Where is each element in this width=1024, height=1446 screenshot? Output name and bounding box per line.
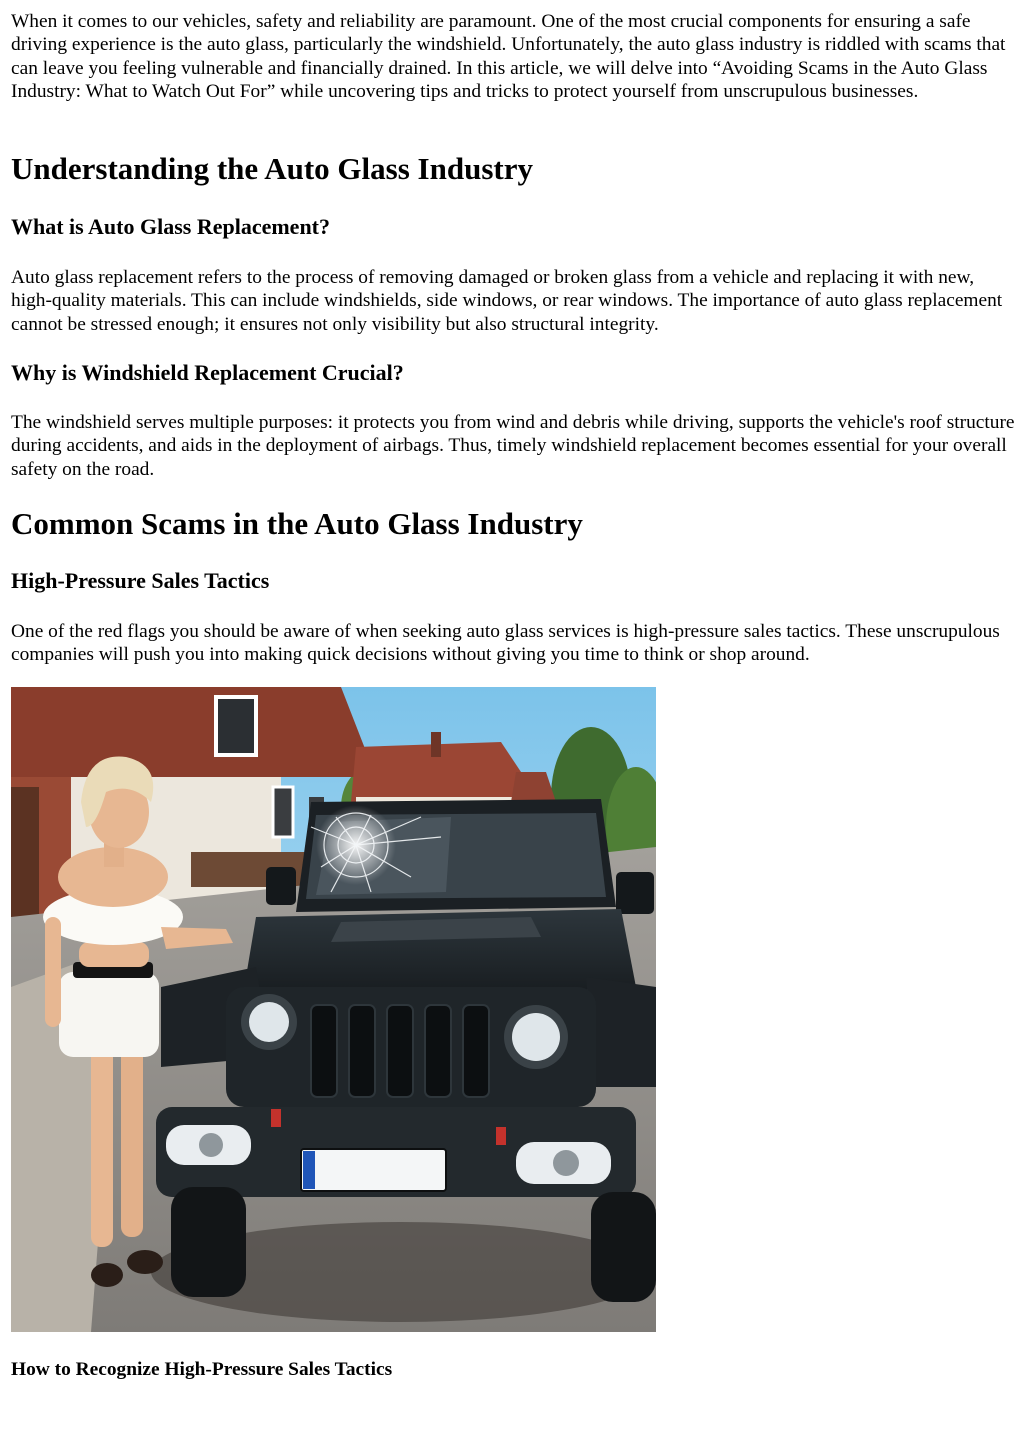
section-heading-understanding: Understanding the Auto Glass Industry xyxy=(11,151,533,186)
cracked-windshield-illustration xyxy=(11,687,656,1332)
paragraph-why-crucial: The windshield serves multiple purposes: it protects you from wind and debris while driving, supports the vehicle's roof structure during accidents, and aids in the deployment of airbags. Thus, timely windshield replacement becomes essential for your overall safety on the road. xyxy=(11,412,1015,480)
section-heading-common-scams: Common Scams in the Auto Glass Industry xyxy=(11,506,583,541)
paragraph-high-pressure: One of the red flags you should be aware of when seeking auto glass services is high-pressure sales tactics. These unscrupulous companies will push you into making quick decisions without giving you time to think or shop around. xyxy=(11,621,1000,666)
subheading-high-pressure: High-Pressure Sales Tactics xyxy=(11,568,270,593)
subheading-why-crucial: Why is Windshield Replacement Crucial? xyxy=(11,360,404,385)
paragraph-what-is-replacement: Auto glass replacement refers to the process of removing damaged or broken glass from a vehicle and replacing it with new, high-quality materials. This can include windshields, side windows, or rear windows. The importance of auto glass replacement cannot be stressed enough; it ensures not only visibility but also structural integrity. xyxy=(11,267,1003,335)
subheading-recognize-tactics: How to Recognize High-Pressure Sales Tactics xyxy=(11,1359,393,1380)
intro-paragraph: When it comes to our vehicles, safety and reliability are paramount. One of the most crucial components for ensuring a safe driving experience is the auto glass, particularly the windshield. Unfortunately, the auto glass industry is riddled with scams that can leave you feeling vulnerable and financially drained. In this article, we will delve into “Avoiding Scams in the Auto Glass Industry: What to Watch Out For” while uncovering tips and tricks to protect yourself from unscrupulous businesses. xyxy=(11,11,1006,102)
license-plate xyxy=(301,1149,446,1191)
subheading-what-is-replacement: What is Auto Glass Replacement? xyxy=(11,214,330,239)
